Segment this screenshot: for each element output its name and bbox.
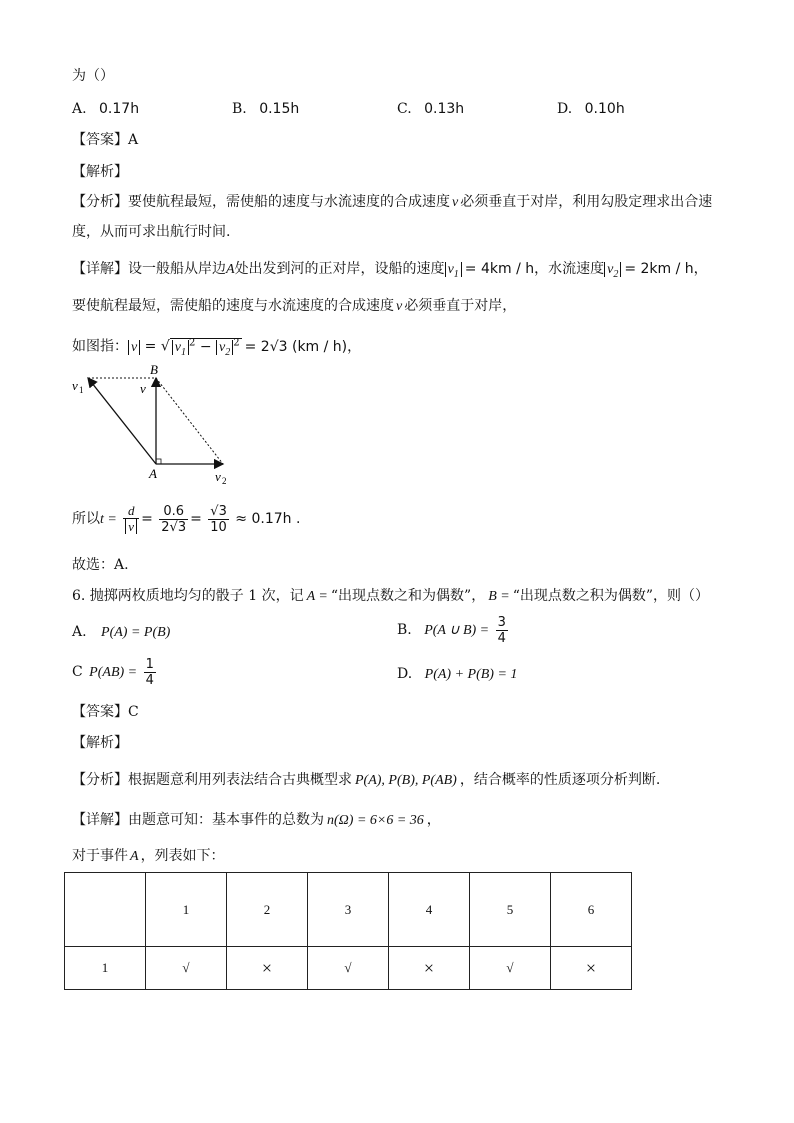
xiangjie-tag: 【详解】 bbox=[72, 261, 128, 277]
option-text: 0.10h bbox=[584, 101, 625, 117]
q6-option-a bbox=[72, 622, 170, 643]
q5-option-a bbox=[72, 99, 139, 119]
option-fraction: $\frac{3}{4}$ bbox=[497, 614, 506, 646]
time-result: ≈ 0.17h . bbox=[235, 511, 301, 527]
text: 设一般船从岸边 bbox=[128, 261, 226, 277]
option-key: B. bbox=[397, 622, 412, 638]
xiangjie-tag: 【详解】 bbox=[72, 812, 128, 828]
event-a: A = bbox=[306, 589, 328, 604]
q6-fenxi bbox=[72, 770, 660, 791]
text: 根据题意利用列表法结合古典概型求 bbox=[128, 772, 352, 788]
label-v2-sub: 2 bbox=[222, 476, 227, 486]
table-cell: 5 bbox=[470, 873, 551, 947]
label-v: v bbox=[140, 381, 146, 396]
fenxi-tag: 【分析】 bbox=[72, 194, 128, 210]
answer-value: A bbox=[128, 132, 139, 148]
table-row bbox=[65, 947, 632, 990]
text: ，列表如下： bbox=[140, 848, 225, 864]
q5-fenxi-line1 bbox=[72, 192, 712, 213]
frac-d-over-v: $\frac{d}{v}$ bbox=[123, 503, 139, 535]
q6-stem bbox=[72, 586, 709, 607]
text: ， bbox=[693, 261, 708, 277]
q6-analysis-tag: 【解析】 bbox=[72, 735, 128, 751]
text: 要使航程最短，需使船的速度与水流速度的合成速度 bbox=[72, 298, 394, 314]
frac-sqrt3-10: $\frac{√3}{10}$ bbox=[210, 503, 227, 535]
q5-stem-tail: 为（） bbox=[72, 68, 114, 84]
text: 由题意可知：基本事件的总数为 bbox=[128, 812, 324, 828]
fenxi-tag: 【分析】 bbox=[72, 772, 128, 788]
text: 如图指： bbox=[72, 338, 128, 355]
t-eq: t = bbox=[100, 512, 117, 527]
v1-arrow bbox=[88, 378, 156, 464]
v2-dotted-line bbox=[156, 378, 223, 464]
option-key: C bbox=[72, 664, 83, 680]
q5-choose: 故选：A. bbox=[72, 557, 129, 573]
math: n(Ω) = 6×6 = 36 bbox=[327, 813, 424, 828]
table-cell: × bbox=[551, 947, 632, 990]
v2-abs: $v_2$ bbox=[604, 262, 621, 277]
text: 处出发到河的正对岸，设船的速度 bbox=[234, 261, 445, 277]
table-cell: × bbox=[389, 947, 470, 990]
option-text: 0.15h bbox=[259, 101, 300, 117]
q5-fenxi-line2: 度，从而可求出航行时间. bbox=[72, 224, 231, 240]
q5-time-line: 所以t = $\frac{d}{v}$ = $\frac{0.6}{2√3}$ = $\frac{√3}{10}$ ≈ 0.17h . bbox=[72, 503, 301, 535]
q5-option-d bbox=[557, 99, 625, 119]
vector-diagram bbox=[64, 360, 244, 488]
fenxi-text: 必须垂直于对岸，利用勾股定理求出合速 bbox=[460, 194, 713, 210]
option-key: A. bbox=[72, 624, 87, 640]
q5-xiangjie-line2 bbox=[72, 296, 516, 317]
option-text: P(AB) = bbox=[89, 665, 138, 680]
table-cell: 6 bbox=[551, 873, 632, 947]
option-key: C. bbox=[397, 101, 412, 117]
label-A: A bbox=[149, 466, 157, 481]
math: P(A), P(B), P(AB) bbox=[355, 773, 457, 788]
table-cell bbox=[65, 873, 146, 947]
v-symbol: v bbox=[396, 299, 403, 314]
v1-value: = 4km / h bbox=[464, 261, 535, 277]
option-text: P(A) = P(B) bbox=[101, 625, 171, 640]
event-a: A bbox=[130, 849, 139, 864]
option-key: D. bbox=[397, 666, 413, 682]
text: ，结合概率的性质逐项分析判断. bbox=[459, 772, 661, 788]
answer-value: C bbox=[128, 704, 139, 720]
label-v2: v bbox=[215, 469, 221, 484]
event-b: B = bbox=[488, 589, 510, 604]
option-key: A. bbox=[72, 101, 87, 117]
option-text: P(A ∪ B) = bbox=[424, 623, 490, 638]
option-key: B. bbox=[232, 101, 247, 117]
label-B: B bbox=[150, 362, 158, 377]
table-cell: √ bbox=[146, 947, 227, 990]
q6-xiangjie bbox=[72, 810, 441, 831]
option-fraction: $\frac{1}{4}$ bbox=[145, 656, 154, 688]
q5-answer bbox=[72, 130, 138, 150]
q5-xiangjie-line3: 如图指： v = √ $v_1^2 - v_2^2 = 2√3$ (km / h)， bbox=[72, 337, 362, 358]
table-cell: √ bbox=[470, 947, 551, 990]
answer-tag: 【答案】 bbox=[72, 132, 128, 148]
q6-answer bbox=[72, 702, 139, 722]
result: = 2√3 (km / h)， bbox=[244, 338, 362, 355]
v-abs: v bbox=[128, 340, 140, 355]
text: 6. 抛掷两枚质地均匀的骰子 1 次，记 bbox=[72, 588, 304, 604]
table-cell: 4 bbox=[389, 873, 470, 947]
option-text: 0.13h bbox=[424, 101, 465, 117]
table-cell: 1 bbox=[65, 947, 146, 990]
q6-option-d bbox=[397, 664, 517, 685]
q6-option-b bbox=[397, 614, 510, 647]
q5-xiangjie-line1 bbox=[72, 259, 708, 285]
frac-0.6: $\frac{0.6}{2√3}$ bbox=[161, 503, 187, 535]
table-cell: 3 bbox=[308, 873, 389, 947]
label-v1-sub: 1 bbox=[79, 385, 84, 395]
answer-tag: 【答案】 bbox=[72, 704, 128, 720]
option-text: 0.17h bbox=[99, 101, 140, 117]
label-v1: v bbox=[72, 378, 78, 393]
q5-analysis-tag: 【解析】 bbox=[72, 164, 128, 180]
sqrt-expr: $v_1^2 - v_2^2$ bbox=[170, 338, 242, 355]
table-cell: 2 bbox=[227, 873, 308, 947]
q6-option-c bbox=[72, 656, 158, 689]
text: “出现点数之积为偶数”，则（） bbox=[512, 588, 710, 604]
table-cell: √ bbox=[308, 947, 389, 990]
fenxi-text: 要使航程最短，需使船的速度与水流速度的合成速度 bbox=[128, 194, 450, 210]
table-cell: 1 bbox=[146, 873, 227, 947]
text: “出现点数之和为偶数”， bbox=[330, 588, 486, 604]
option-key: D. bbox=[557, 101, 573, 117]
v2-value: = 2km / h bbox=[624, 261, 694, 277]
q6-table-intro bbox=[72, 846, 225, 867]
table-cell: × bbox=[227, 947, 308, 990]
table-header-row bbox=[65, 873, 632, 947]
event-a-table bbox=[64, 872, 632, 990]
v1-abs: $v_1$ bbox=[445, 262, 462, 277]
q5-option-b bbox=[232, 99, 299, 119]
text: 对于事件 bbox=[72, 848, 128, 864]
point-a: A bbox=[226, 262, 235, 277]
q5-option-c bbox=[397, 99, 464, 119]
text: ，水流速度 bbox=[534, 261, 605, 277]
text: 所以 bbox=[72, 511, 100, 527]
text: ， bbox=[426, 812, 441, 828]
text: 必须垂直于对岸， bbox=[404, 298, 517, 314]
right-angle-mark bbox=[156, 459, 161, 464]
v-symbol: v bbox=[452, 195, 459, 210]
option-text: P(A) + P(B) = 1 bbox=[424, 667, 518, 682]
